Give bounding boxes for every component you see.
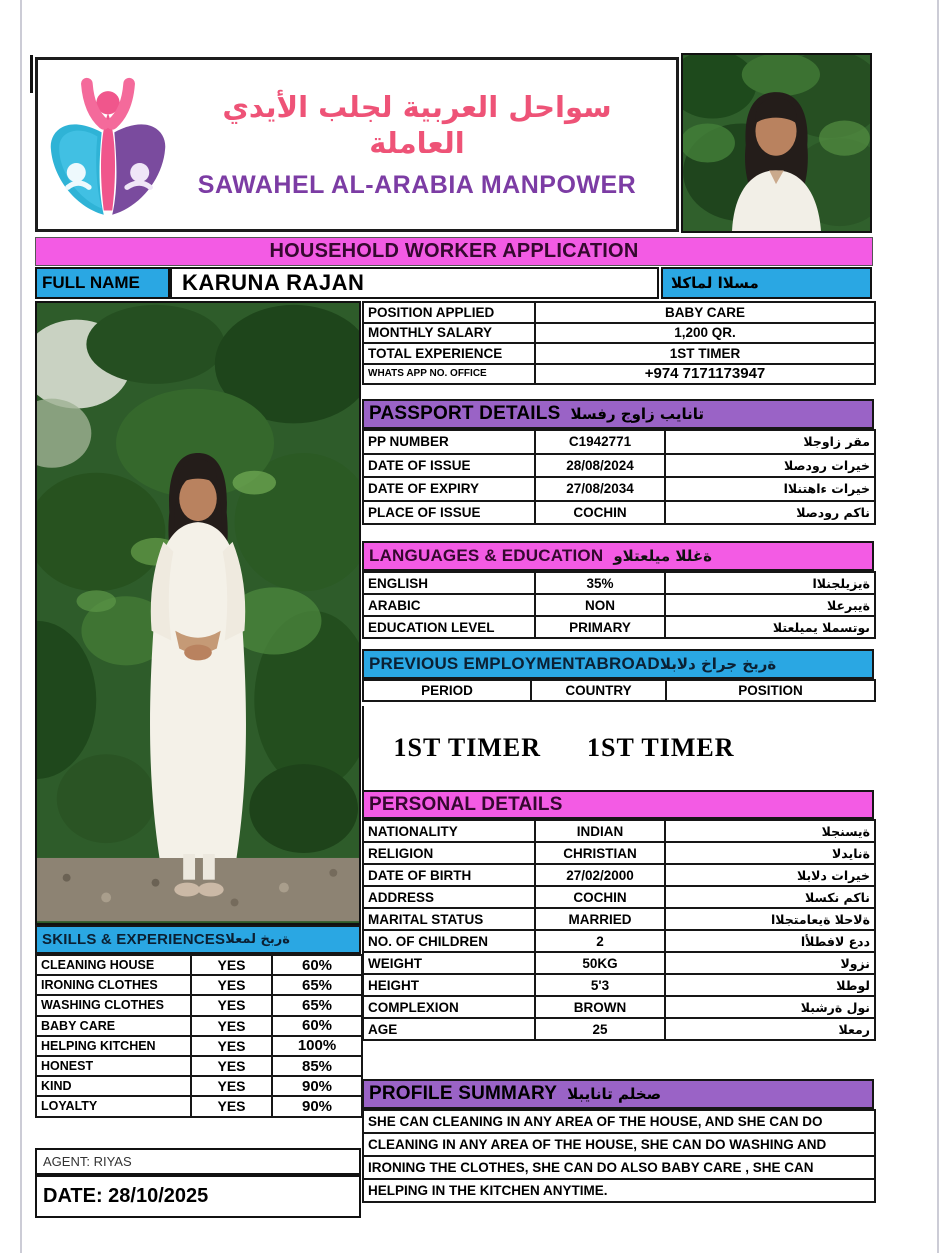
- row-label: MARITAL STATUS: [363, 908, 535, 930]
- section-title: PROFILE SUMMARY: [369, 1083, 558, 1104]
- table-row: [363, 302, 875, 323]
- row-label-arabic: نزولا: [665, 952, 875, 974]
- application-table: [362, 301, 876, 385]
- row-value: NON: [535, 594, 665, 616]
- row-value: 1,200 QR.: [535, 323, 875, 344]
- table-row: [363, 364, 875, 385]
- row-label: ENGLISH: [363, 572, 535, 594]
- table-row: [363, 820, 875, 842]
- skill-label: IRONING CLOTHES: [36, 975, 191, 995]
- table-row: [363, 996, 875, 1018]
- row-label: NATIONALITY: [363, 820, 535, 842]
- skill-percent: 100%: [272, 1036, 362, 1056]
- table-row: [363, 454, 875, 478]
- skill-yes: YES: [191, 955, 272, 975]
- skill-yes: YES: [191, 1096, 272, 1116]
- summary-line: CLEANING IN ANY AREA OF THE HOUSE, SHE CAN DO WASHING AND: [363, 1133, 875, 1156]
- row-label: EDUCATION LEVEL: [363, 616, 535, 638]
- row-label-arabic: خيرات دلابلا: [665, 864, 875, 886]
- table-row: [36, 995, 362, 1015]
- row-label-arabic: رمعلا: [665, 1018, 875, 1040]
- section-title: LANGUAGES & EDUCATION: [369, 546, 604, 565]
- table-row: [363, 572, 875, 594]
- row-label-arabic: مقر زاوجلا: [665, 430, 875, 454]
- table-row: [36, 1056, 362, 1076]
- row-value: 5'3: [535, 974, 665, 996]
- skill-yes: YES: [191, 1036, 272, 1056]
- date-row: DATE: 28/10/2025: [35, 1175, 361, 1218]
- languages-table: [362, 571, 876, 639]
- first-timer-note: [362, 706, 874, 790]
- title-banner-text: HOUSEHOLD WORKER APPLICATION: [269, 240, 639, 262]
- skill-yes: YES: [191, 1076, 272, 1096]
- table-row: [363, 323, 875, 344]
- frame-corner-mark: [30, 55, 33, 93]
- row-label-arabic: ددع لافطلأا: [665, 930, 875, 952]
- note-text: 1ST TIMER: [587, 733, 735, 762]
- people-emblem-logo-icon: [44, 71, 172, 219]
- skill-label: CLEANING HOUSE: [36, 955, 191, 975]
- page-edge-right: [937, 0, 939, 1253]
- skill-percent: 90%: [272, 1076, 362, 1096]
- summary-line: IRONING THE CLOTHES, SHE CAN DO ALSO BABY CARE , SHE CAN: [363, 1156, 875, 1179]
- section-title: PREVIOUS EMPLOYMENTABROAD: [369, 654, 660, 673]
- skill-percent: 60%: [272, 955, 362, 975]
- section-title: PASSPORT DETAILS: [369, 403, 561, 424]
- skill-label: WASHING CLOTHES: [36, 995, 191, 1015]
- row-value: 35%: [535, 572, 665, 594]
- section-title-arabic: ةربخ لمعلا: [225, 932, 290, 947]
- row-label: DATE OF EXPIRY: [363, 477, 535, 501]
- row-value: C1942771: [535, 430, 665, 454]
- skill-yes: YES: [191, 1056, 272, 1076]
- row-label-arabic: ىوتسملا يميلعتلا: [665, 616, 875, 638]
- company-name-arabic: سواحل العربية لجلب الأيدي العاملة: [222, 89, 612, 160]
- personal-details-table: [362, 819, 876, 1041]
- table-row: [363, 477, 875, 501]
- row-label-arabic: خيرات ءاهتنلاا: [665, 477, 875, 501]
- row-label: POSITION APPLIED: [363, 302, 535, 323]
- row-label: HEIGHT: [363, 974, 535, 996]
- table-row: [363, 974, 875, 996]
- table-row: [363, 680, 875, 701]
- table-row: [363, 430, 875, 454]
- column-country: COUNTRY: [531, 680, 666, 701]
- row-value: MARRIED: [535, 908, 665, 930]
- row-label: ADDRESS: [363, 886, 535, 908]
- row-value: 1ST TIMER: [535, 343, 875, 364]
- row-label: WHATS APP NO. OFFICE: [363, 364, 535, 385]
- title-banner: [35, 237, 873, 266]
- row-label: MONTHLY SALARY: [363, 323, 535, 344]
- row-value: 50KG: [535, 952, 665, 974]
- company-name-english: SAWAHEL AL-ARABIA MANPOWER: [197, 171, 637, 200]
- skill-label: HONEST: [36, 1056, 191, 1076]
- row-value: INDIAN: [535, 820, 665, 842]
- row-label: RELIGION: [363, 842, 535, 864]
- table-row: [36, 1036, 362, 1056]
- table-row: [363, 1110, 875, 1133]
- profile-summary-banner: [362, 1079, 874, 1109]
- row-value: 27/08/2034: [535, 477, 665, 501]
- skill-label: KIND: [36, 1076, 191, 1096]
- table-row: [363, 908, 875, 930]
- table-row: [363, 886, 875, 908]
- section-title-arabic: صخلم تانايبلا: [567, 1085, 662, 1103]
- skill-label: LOYALTY: [36, 1096, 191, 1116]
- row-label-arabic: ةلاحلا ةيعامتجلاا: [665, 908, 875, 930]
- full-name-value: KARUNA RAJAN: [170, 267, 659, 299]
- row-label: NO. OF CHILDREN: [363, 930, 535, 952]
- skill-percent: 65%: [272, 995, 362, 1015]
- skill-yes: YES: [191, 975, 272, 995]
- table-row: [36, 1096, 362, 1116]
- table-row: [363, 1018, 875, 1040]
- row-label: AGE: [363, 1018, 535, 1040]
- section-title-arabic: ةغللا ميلعتلاو: [613, 547, 713, 565]
- row-label: DATE OF ISSUE: [363, 454, 535, 478]
- agency-header: [35, 57, 679, 232]
- row-label-arabic: ناكم نكسلا: [665, 886, 875, 908]
- table-row: [363, 1156, 875, 1179]
- skill-percent: 60%: [272, 1016, 362, 1036]
- profile-summary-table: [362, 1109, 876, 1203]
- table-row: [363, 501, 875, 525]
- table-row: [363, 842, 875, 864]
- summary-line: SHE CAN CLEANING IN ANY AREA OF THE HOUSE, AND SHE CAN DO: [363, 1110, 875, 1133]
- agency-names: [172, 89, 676, 201]
- languages-education-banner: [362, 541, 874, 571]
- table-row: [363, 1179, 875, 1202]
- row-label: ARABIC: [363, 594, 535, 616]
- table-row: [36, 1016, 362, 1036]
- table-row: [363, 594, 875, 616]
- row-value: 27/02/2000: [535, 864, 665, 886]
- summary-line: HELPING IN THE KITCHEN ANYTIME.: [363, 1179, 875, 1202]
- skill-yes: YES: [191, 995, 272, 1015]
- row-value: +974 7171173947: [535, 364, 875, 385]
- table-row: [36, 975, 362, 995]
- column-position: POSITION: [666, 680, 875, 701]
- personal-details-banner: [362, 790, 874, 819]
- skill-percent: 65%: [272, 975, 362, 995]
- applicant-full-body-photo: [35, 301, 361, 925]
- table-row: [36, 1076, 362, 1096]
- employment-columns-header: [362, 679, 876, 702]
- row-value: BABY CARE: [535, 302, 875, 323]
- skill-percent: 90%: [272, 1096, 362, 1116]
- row-label: PLACE OF ISSUE: [363, 501, 535, 525]
- skills-experiences-banner: [35, 925, 361, 954]
- row-label-arabic: ةيسنجلا: [665, 820, 875, 842]
- row-label-arabic: ةيزيلجنلاا: [665, 572, 875, 594]
- row-label-arabic: لوطلا: [665, 974, 875, 996]
- row-label: PP NUMBER: [363, 430, 535, 454]
- previous-employment-banner: [362, 649, 874, 679]
- row-label-arabic: نول ةرشبلا: [665, 996, 875, 1018]
- skill-percent: 85%: [272, 1056, 362, 1076]
- table-row: [363, 930, 875, 952]
- row-value: 25: [535, 1018, 665, 1040]
- row-value: COCHIN: [535, 886, 665, 908]
- table-row: [363, 616, 875, 638]
- row-label-arabic: ناكم رودصلا: [665, 501, 875, 525]
- column-period: PERIOD: [363, 680, 531, 701]
- full-name-label-arabic: مسلاا لماكلا: [661, 267, 872, 299]
- row-label-arabic: ةيبرعلا: [665, 594, 875, 616]
- row-label: DATE OF BIRTH: [363, 864, 535, 886]
- page-edge-left: [20, 0, 22, 1253]
- skill-label: HELPING KITCHEN: [36, 1036, 191, 1056]
- applicant-portrait-photo: [681, 53, 872, 233]
- skill-yes: YES: [191, 1016, 272, 1036]
- table-row: [363, 343, 875, 364]
- agent-row: AGENT: RIYAS: [35, 1148, 361, 1175]
- row-label-arabic: خيرات رودصلا: [665, 454, 875, 478]
- full-name-label: FULL NAME: [35, 267, 170, 299]
- note-text: 1ST TIMER: [393, 733, 541, 762]
- passport-table: [362, 429, 876, 525]
- skills-table: [35, 954, 363, 1118]
- section-title: PERSONAL DETAILS: [369, 793, 563, 815]
- skill-label: BABY CARE: [36, 1016, 191, 1036]
- row-label: TOTAL EXPERIENCE: [363, 343, 535, 364]
- row-label-arabic: ةنايدلا: [665, 842, 875, 864]
- row-value: COCHIN: [535, 501, 665, 525]
- row-value: CHRISTIAN: [535, 842, 665, 864]
- row-label: WEIGHT: [363, 952, 535, 974]
- passport-details-banner: [362, 399, 874, 429]
- section-title: SKILLS & EXPERIENCES: [42, 931, 226, 948]
- table-row: [363, 952, 875, 974]
- row-value: BROWN: [535, 996, 665, 1018]
- row-value: 2: [535, 930, 665, 952]
- section-title-arabic: تانايب زاوج رفسلا: [570, 405, 704, 423]
- row-value: 28/08/2024: [535, 454, 665, 478]
- row-label: COMPLEXION: [363, 996, 535, 1018]
- table-row: [36, 955, 362, 975]
- row-value: PRIMARY: [535, 616, 665, 638]
- section-title-arabic: ةربخ جراخ دلابلا: [659, 655, 777, 673]
- table-row: [363, 864, 875, 886]
- table-row: [363, 1133, 875, 1156]
